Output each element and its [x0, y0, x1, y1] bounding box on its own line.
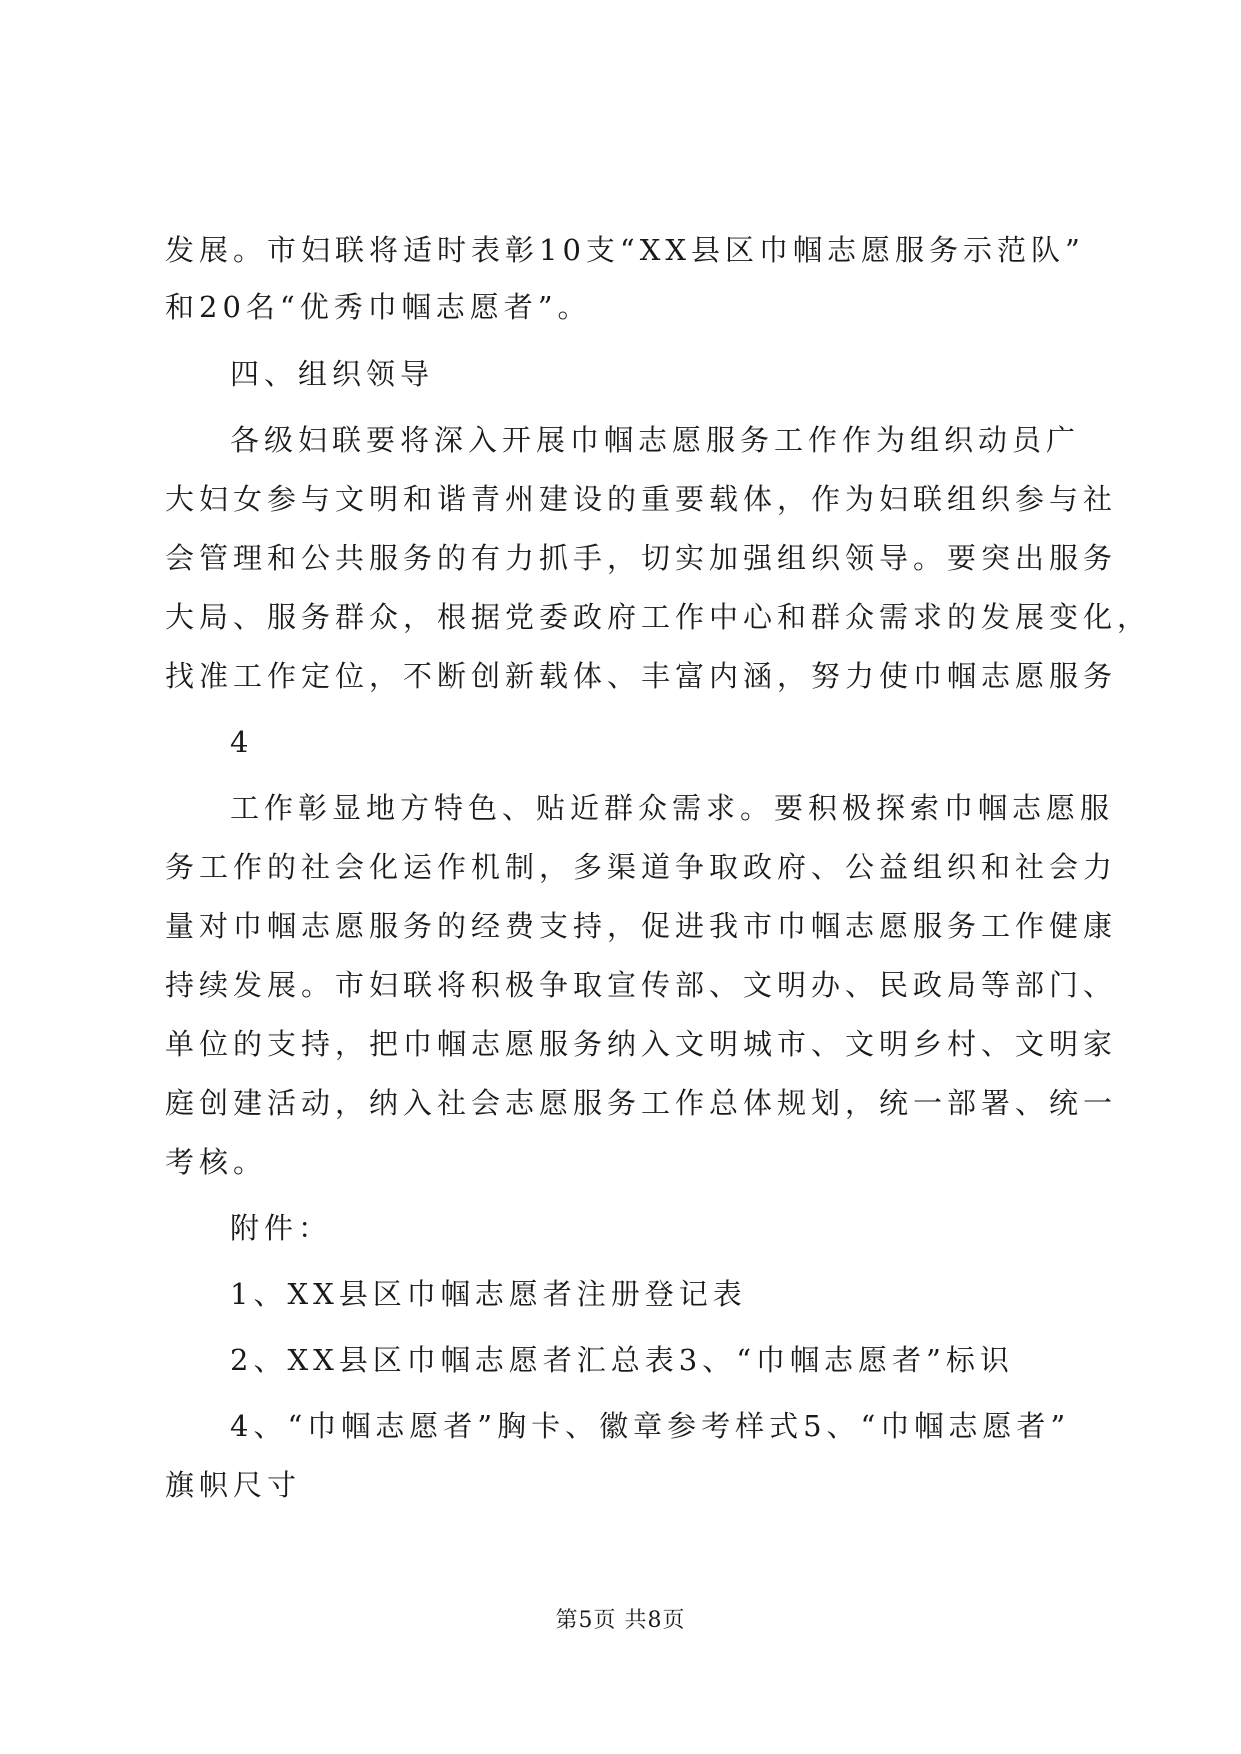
page-footer: 第5页 共8页	[555, 1608, 686, 1633]
attachment-item-4: 4、“巾帼志愿者”胸卡、徽章参考样式5、“巾帼志愿者”	[230, 1409, 1071, 1443]
body-line-1: 发展。市妇联将适时表彰10支“XX县区巾帼志愿服务示范队”	[165, 233, 1085, 267]
body-line-7: 找准工作定位，不断创新载体、丰富内涵，努力使巾帼志愿服务	[165, 659, 1118, 693]
body-line-11: 持续发展。市妇联将积极争取宣传部、文明办、民政局等部门、	[165, 968, 1118, 1002]
inline-page-number: 4	[230, 725, 254, 759]
attachments-heading: 附件：	[230, 1211, 333, 1245]
body-line-2: 和20名“优秀巾帼志愿者”。	[165, 290, 592, 324]
body-line-13: 庭创建活动，纳入社会志愿服务工作总体规划，统一部署、统一	[165, 1086, 1118, 1120]
body-line-5: 会管理和公共服务的有力抓手，切实加强组织领导。要突出服务	[165, 541, 1118, 575]
body-line-3: 各级妇联要将深入开展巾帼志愿服务工作作为组织动员广	[230, 423, 1081, 457]
body-line-10: 量对巾帼志愿服务的经费支持，促进我市巾帼志愿服务工作健康	[165, 909, 1118, 943]
section-heading: 四、组织领导	[230, 357, 435, 391]
body-line-12: 单位的支持，把巾帼志愿服务纳入文明城市、文明乡村、文明家	[165, 1027, 1118, 1061]
attachment-item-2: 2、XX县区巾帼志愿者汇总表3、“巾帼志愿者”标识	[230, 1343, 1014, 1377]
body-line-6: 大局、服务群众，根据党委政府工作中心和群众需求的发展变化，	[165, 600, 1152, 634]
body-line-9: 务工作的社会化运作机制，多渠道争取政府、公益组织和社会力	[165, 850, 1118, 884]
attachment-item-4-cont: 旗帜尺寸	[165, 1468, 302, 1502]
attachment-item-1: 1、XX县区巾帼志愿者注册登记表	[230, 1277, 747, 1311]
body-line-4: 大妇女参与文明和谐青州建设的重要载体，作为妇联组织参与社	[165, 482, 1118, 516]
body-line-14: 考核。	[165, 1145, 268, 1179]
body-line-8: 工作彰显地方特色、贴近群众需求。要积极探索巾帼志愿服	[230, 791, 1115, 825]
